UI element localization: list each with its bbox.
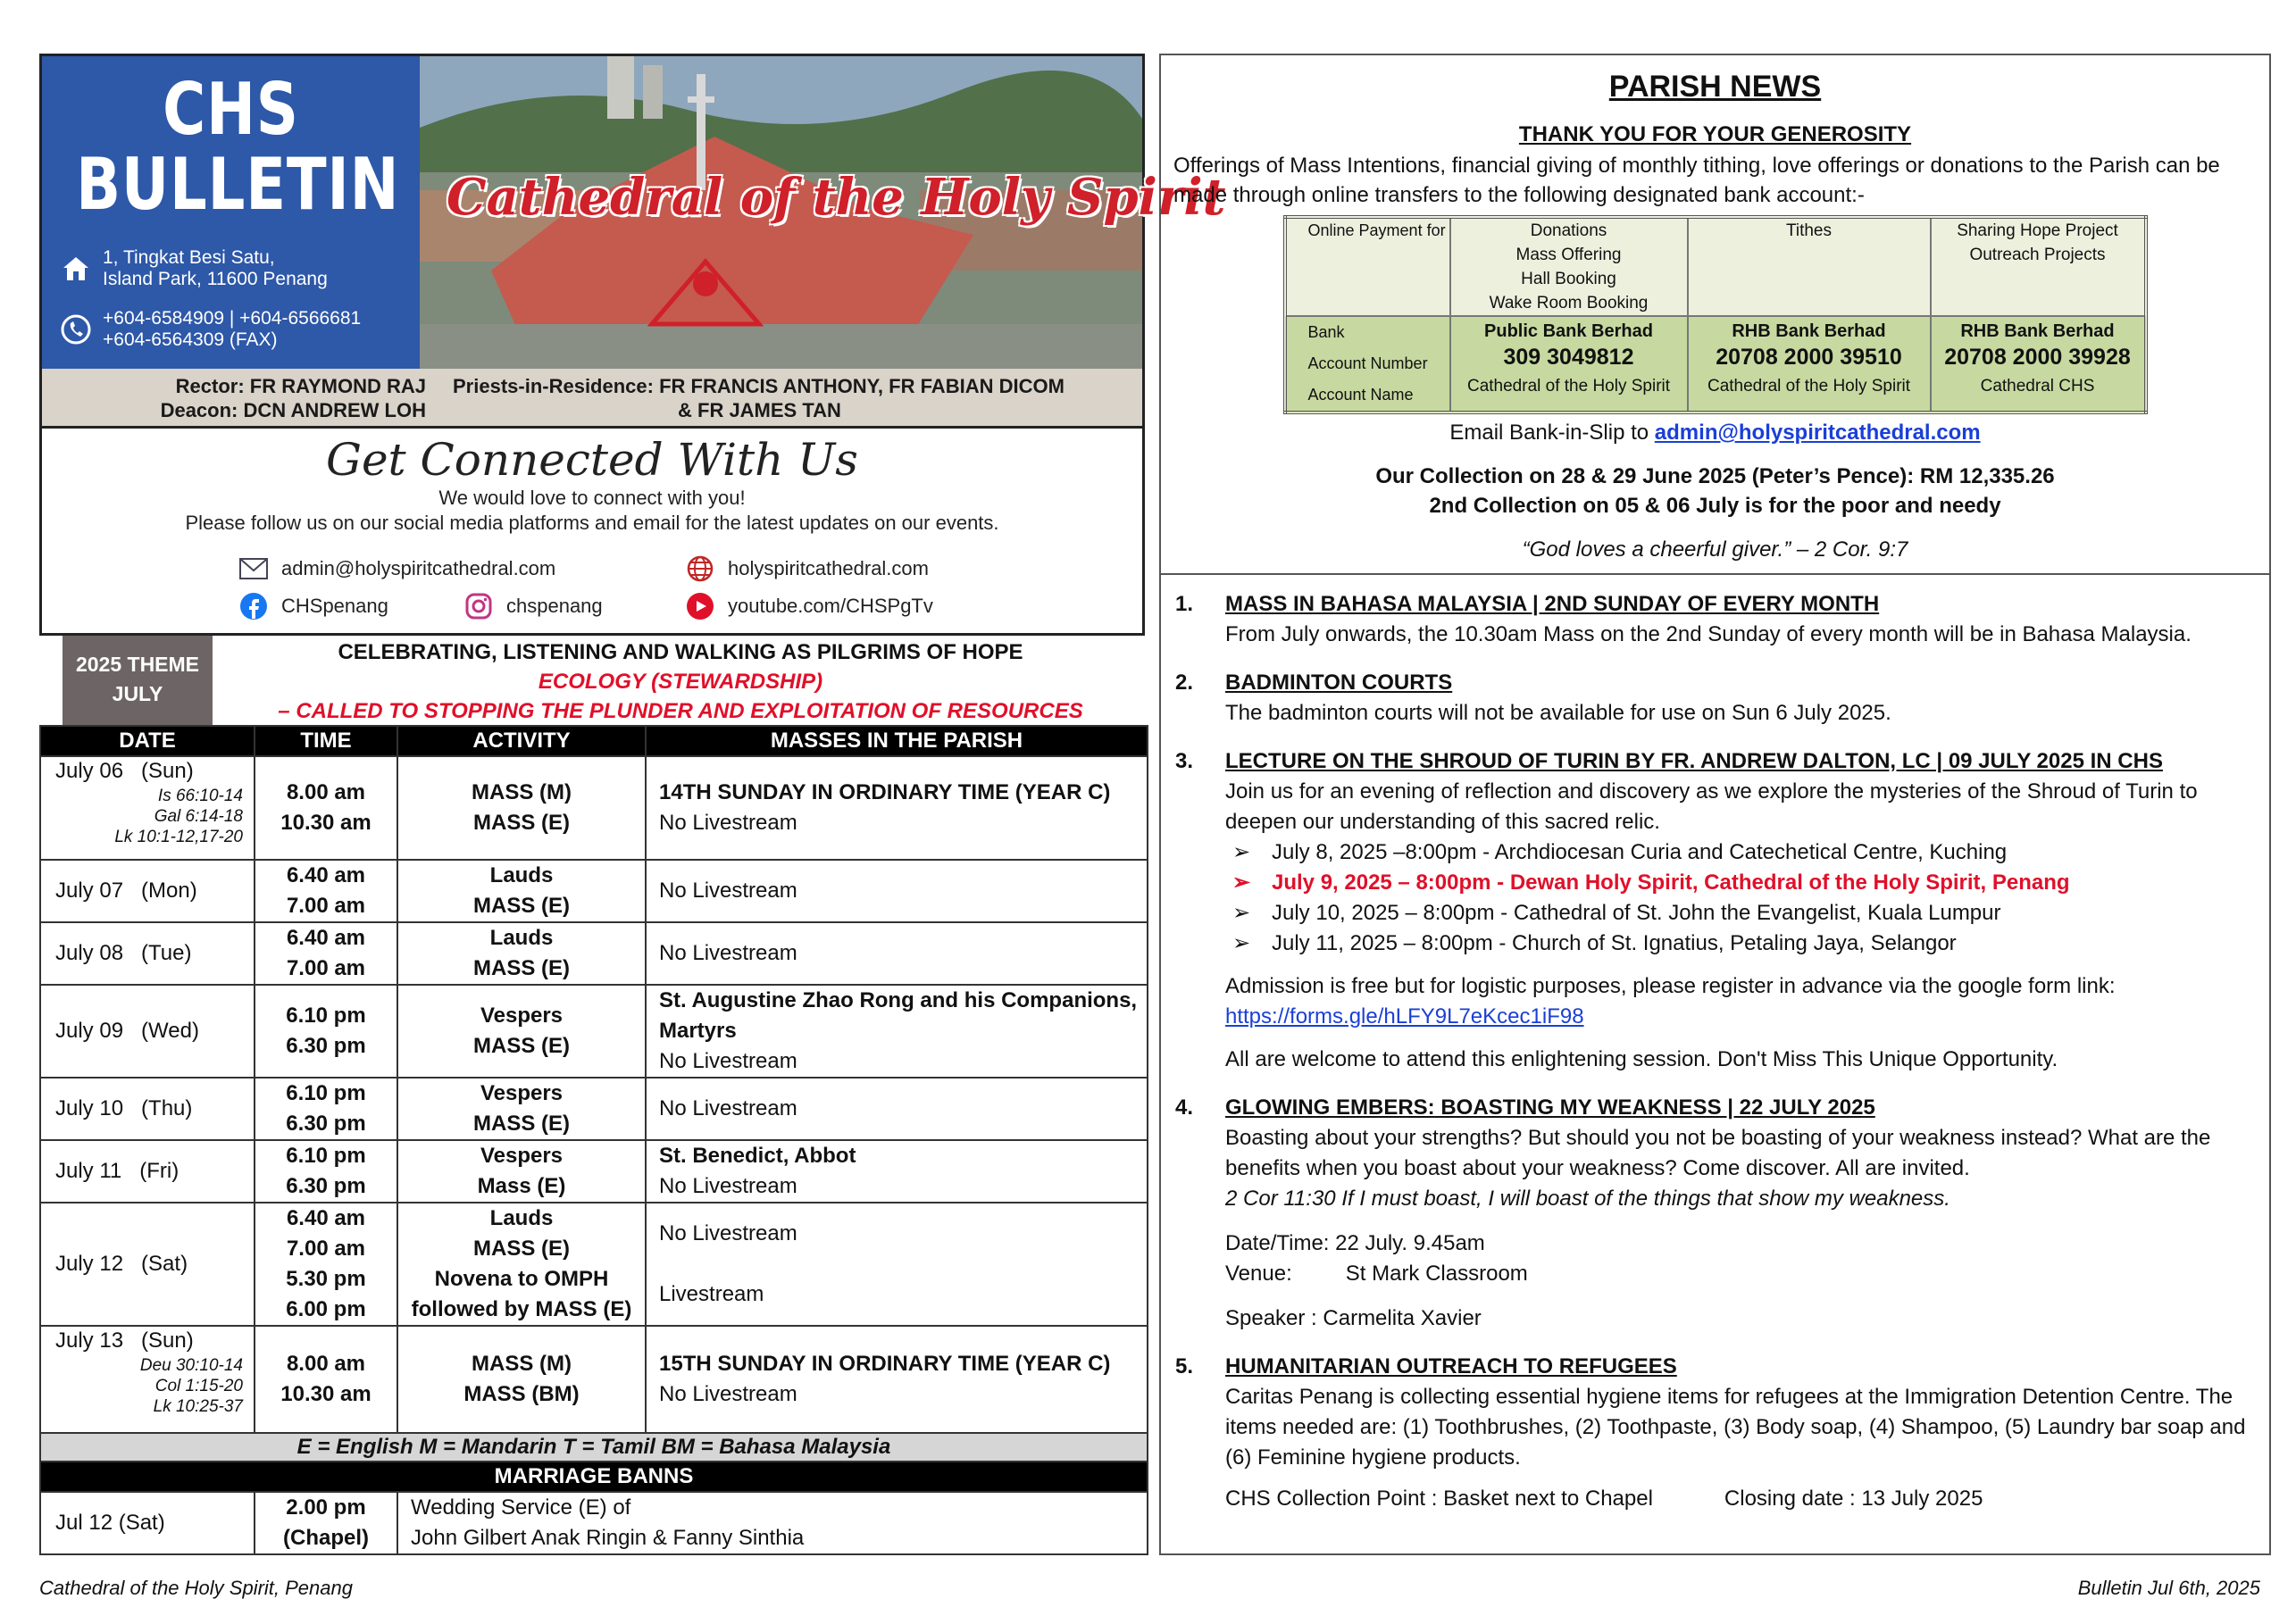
row-time: 6.40 am	[286, 926, 366, 950]
news-item-1	[1161, 589, 2269, 650]
item-heading: BADMINTON COURTS	[1225, 670, 1453, 695]
schedule-row	[40, 860, 1148, 922]
row-activity: MASS (E)	[473, 1034, 570, 1058]
row-time: 6.10 pm	[286, 1004, 366, 1028]
admission-text: Admission is free but for logistic purposes, please register in advance via the google form link:	[1225, 974, 2116, 998]
deacon: Deacon: DCN ANDREW LOH	[160, 399, 426, 421]
row-activity: MASS (BM)	[463, 1382, 580, 1406]
row-activity: MASS (E)	[473, 894, 570, 918]
youtube-text: youtube.com/CHSPgTv	[728, 595, 933, 617]
row-time: 7.00 am	[286, 956, 366, 980]
schedule-row	[40, 1326, 1148, 1433]
footer-right: Bulletin Jul 6th, 2025	[2077, 1577, 2260, 1599]
item-body: Boasting about your strengths? But should you not be boasting of your weakness instead? What are the benefits when you boast about your weakness? Come discover. All are invited.	[1225, 1126, 2211, 1180]
email-text: admin@holyspiritcathedral.com	[281, 557, 556, 579]
row-masses: Livestream	[659, 1282, 764, 1306]
row-activity: MASS (M)	[472, 780, 572, 804]
row-time-cell	[255, 1326, 397, 1433]
bank-purpose: Mass Offering	[1515, 246, 1622, 264]
row-activity: MASS (E)	[473, 1112, 570, 1136]
row-masses-cell	[646, 1326, 1148, 1433]
row-date: July 11 (Fri)	[55, 1159, 180, 1183]
row-masses-cell	[646, 985, 1148, 1078]
email-contact[interactable]	[238, 554, 555, 584]
row-masses-cell	[646, 756, 1148, 860]
row-time-cell	[255, 1203, 397, 1326]
row-time: 6.00 pm	[286, 1297, 366, 1321]
row-time: 5.30 pm	[286, 1267, 366, 1291]
row-time: 6.30 pm	[286, 1112, 366, 1136]
instagram-icon	[463, 591, 494, 621]
scripture-line: 2 Cor 11:30 If I must boast, I will boast of the things that show my weakness.	[1225, 1187, 1950, 1211]
item-body: The badminton courts will not be available for use on Sun 6 July 2025.	[1225, 701, 1891, 725]
reading: Lk 10:1-12,17-20	[114, 828, 243, 846]
item-number: 5.	[1175, 1354, 1194, 1378]
bank-rhb-1: RHB Bank Berhad	[1732, 321, 1886, 341]
marriage-banns-title: MARRIAGE BANNS	[40, 1462, 1148, 1492]
row-time: 10.30 am	[280, 1382, 372, 1406]
row-activity: MASS (M)	[472, 1352, 572, 1376]
globe-icon	[685, 554, 715, 584]
label-bank: Bank	[1307, 323, 1345, 341]
banns-time: 2.00 pm	[286, 1495, 366, 1520]
theme-month: JULY	[112, 682, 163, 705]
home-icon	[60, 253, 92, 285]
theme-line-2: ECOLOGY (STEWARDSHIP)	[538, 670, 823, 694]
row-date-cell	[40, 1326, 255, 1433]
item-heading: MASS IN BAHASA MALAYSIA | 2ND SUNDAY OF EVERY MONTH	[1225, 592, 1880, 616]
address-line-2: Island Park, 11600 Penang	[103, 269, 328, 289]
row-masses: No Livestream	[659, 811, 797, 835]
row-activity: Vespers	[480, 1081, 564, 1105]
thanks-heading: THANK YOU FOR YOUR GENEROSITY	[1518, 122, 1912, 146]
row-time-cell	[255, 1078, 397, 1140]
schedule-row	[40, 756, 1148, 860]
news-item-5	[1161, 1352, 2269, 1514]
row-masses: No Livestream	[659, 1174, 797, 1198]
row-masses: St. Augustine Zhao Rong and his Companions,	[659, 988, 1138, 1012]
instagram-text: chspenang	[506, 595, 603, 617]
row-masses: No Livestream	[659, 1382, 797, 1406]
label-account-number: Account Number	[1307, 354, 1428, 372]
item-body: From July onwards, the 10.30am Mass on the 2nd Sunday of every month will be in Bahasa Malaysia.	[1225, 622, 2192, 646]
phone	[60, 308, 361, 351]
row-time: 7.00 am	[286, 1237, 366, 1261]
row-activity: Novena to OMPH	[434, 1267, 609, 1291]
row-masses-cell	[646, 860, 1148, 922]
bank-purpose: Outreach Projects	[1969, 246, 2106, 264]
row-date-cell	[40, 1140, 255, 1203]
row-time-cell	[255, 1140, 397, 1203]
rector: Rector: FR RAYMOND RAJ	[175, 375, 426, 397]
connect-line-1: We would love to connect with you!	[438, 487, 746, 509]
row-date: July 12 (Sat)	[55, 1252, 188, 1276]
row-activity: Lauds	[489, 863, 554, 887]
row-activity-cell	[397, 1326, 646, 1433]
news-items	[1161, 575, 2269, 1514]
col-header-date: DATE	[40, 726, 255, 756]
account-name-3: Cathedral CHS	[1980, 377, 2095, 396]
lecture-venue-3: ➢ July 10, 2025 – 8:00pm - Cathedral of St. John the Evangelist, Kuala Lumpur	[1225, 898, 2257, 929]
row-masses: No Livestream	[659, 879, 797, 903]
row-date: July 06 (Sun)	[55, 759, 194, 783]
row-activity: Mass (E)	[477, 1174, 566, 1198]
item-heading: LECTURE ON THE SHROUD OF TURIN BY FR. ANDREW DALTON, LC | 09 JULY 2025 IN CHS	[1225, 749, 2163, 773]
row-date: July 09 (Wed)	[55, 1019, 199, 1043]
event-datetime: Date/Time: 22 July. 9.45am	[1225, 1231, 1485, 1255]
banns-line-1: Wedding Service (E) of	[411, 1495, 631, 1520]
phone-line-2: +604-6564309 (FAX)	[103, 329, 278, 350]
row-masses: 14TH SUNDAY IN ORDINARY TIME (YEAR C)	[659, 780, 1111, 804]
facebook-contact[interactable]	[238, 591, 388, 621]
row-time-cell	[255, 756, 397, 860]
row-date-cell	[40, 860, 255, 922]
header-title-block	[42, 56, 420, 369]
address-line-1: 1, Tingkat Besi Satu,	[103, 247, 275, 268]
registration-link[interactable]: https://forms.gle/hLFY9L7eKcec1iF98	[1225, 1004, 1584, 1029]
bulletin-title	[76, 56, 400, 226]
row-activity-cell	[397, 985, 646, 1078]
bulletin-header	[39, 54, 1226, 429]
parish-news-panel	[1159, 54, 2271, 1555]
reading: Gal 6:14-18	[154, 807, 243, 826]
youtube-contact[interactable]	[685, 591, 933, 621]
parish-news-title: PARISH NEWS	[1608, 70, 1822, 104]
purpose-outreach	[1931, 217, 2146, 316]
theme-text	[213, 636, 1148, 725]
row-masses-cell	[646, 1140, 1148, 1203]
row-time: 6.10 pm	[286, 1144, 366, 1168]
cathedral-photo	[420, 56, 1226, 369]
row-time: 8.00 am	[286, 780, 366, 804]
row-masses: Martyrs	[659, 1019, 737, 1043]
reading: Lk 10:25-37	[153, 1397, 243, 1416]
bank-public: Public Bank Berhad	[1484, 321, 1653, 341]
facebook-text: CHSpenang	[281, 595, 388, 617]
phone-icon	[60, 313, 92, 346]
theme-label	[63, 636, 213, 725]
theme-line-3: – CALLED TO STOPPING THE PLUNDER AND EXPLOITATION OF RESOURCES	[278, 699, 1083, 723]
news-item-4	[1161, 1093, 2269, 1334]
row-time: 6.30 pm	[286, 1034, 366, 1058]
cathedral-name-banner: Cathedral of the Holy Spirit	[447, 168, 1226, 227]
schedule-row	[40, 1140, 1148, 1203]
lecture-venue-4: ➢ July 11, 2025 – 8:00pm - Church of St. Ignatius, Petaling Jaya, Selangor	[1225, 929, 2257, 959]
purpose-donations	[1450, 217, 1688, 316]
phone-line-1: +604-6584909 | +604-6566681	[103, 308, 362, 329]
event-venue: Venue: St Mark Classroom	[1225, 1262, 1528, 1286]
schedule-row	[40, 985, 1148, 1078]
collection-total: Our Collection on 28 & 29 June 2025 (Peter’s Pence): RM 12,335.26	[1375, 464, 2055, 488]
schedule-row	[40, 1078, 1148, 1140]
online-payment-label: Online Payment for	[1285, 217, 1450, 316]
row-masses: No Livestream	[659, 1049, 797, 1073]
banns-row	[40, 1492, 1148, 1554]
row-time: 7.00 am	[286, 894, 366, 918]
instagram-contact[interactable]	[463, 591, 603, 621]
connect-line-2: Please follow us on our social media platforms and email for the latest updates on our events.	[185, 512, 999, 534]
schedule-header-row	[40, 726, 1148, 756]
col-header-activity: ACTIVITY	[397, 726, 646, 756]
row-activity: MASS (E)	[473, 1237, 570, 1261]
generosity-section	[1161, 55, 2269, 575]
scripture-quote: “God loves a cheerful giver.” – 2 Cor. 9:7	[1522, 537, 1908, 562]
row-activity: Vespers	[480, 1144, 564, 1168]
item-number: 4.	[1175, 1095, 1194, 1120]
row-time: 6.40 am	[286, 863, 366, 887]
row-time-cell	[255, 922, 397, 985]
connect-title: Get Connected With Us	[326, 434, 858, 486]
row-date-cell	[40, 922, 255, 985]
row-masses-cell	[646, 1203, 1148, 1326]
row-masses-cell	[646, 922, 1148, 985]
footer-left: Cathedral of the Holy Spirit, Penang	[39, 1577, 353, 1599]
account-number-3: 20708 2000 39928	[1944, 345, 2131, 370]
row-activity: MASS (E)	[473, 811, 570, 835]
envelope-icon	[238, 554, 269, 584]
title-line-2: BULLETIN	[76, 143, 400, 226]
bank-account-table	[1283, 215, 2148, 414]
row-time-cell	[255, 985, 397, 1078]
item-number: 3.	[1175, 749, 1194, 773]
row-activity: followed by MASS (E)	[411, 1297, 632, 1321]
row-date: July 10 (Thu)	[55, 1096, 193, 1120]
row-date: July 07 (Mon)	[55, 879, 197, 903]
lecture-venue-2: ➢ July 9, 2025 – 8:00pm - Dewan Holy Spirit, Cathedral of the Holy Spirit, Penang	[1225, 868, 2257, 898]
bank-purpose: Hall Booking	[1521, 270, 1616, 288]
reading: Is 66:10-14	[157, 787, 243, 805]
collection-info	[1225, 1484, 2257, 1514]
row-activity: Vespers	[480, 1004, 564, 1028]
row-date-cell	[40, 756, 255, 860]
row-time: 10.30 am	[280, 811, 372, 835]
purpose-tithes	[1688, 217, 1931, 316]
row-activity: Lauds	[489, 1206, 554, 1230]
reading: Col 1:15-20	[154, 1377, 243, 1395]
account-number-1: 309 3049812	[1503, 345, 1634, 370]
bank-purpose: Wake Room Booking	[1489, 294, 1649, 312]
item-heading: GLOWING EMBERS: BOASTING MY WEAKNESS | 22 JULY 2025	[1225, 1095, 1875, 1120]
second-collection: 2nd Collection on 05 & 06 July is for the poor and needy	[1429, 494, 2001, 518]
row-activity: MASS (E)	[473, 956, 570, 980]
row-activity-cell	[397, 922, 646, 985]
row-date-cell	[40, 1078, 255, 1140]
left-panel	[39, 54, 1226, 1555]
website-text: holyspiritcathedral.com	[728, 557, 929, 579]
news-item-2	[1161, 668, 2269, 729]
collection-point: CHS Collection Point : Basket next to Chapel	[1225, 1487, 1653, 1511]
row-date-cell	[40, 985, 255, 1078]
website-contact[interactable]	[685, 554, 929, 584]
account-name-1: Cathedral of the Holy Spirit	[1466, 377, 1671, 396]
row-time: 8.00 am	[286, 1352, 366, 1376]
welcome-text: All are welcome to attend this enlightening session. Don't Miss This Unique Opportunity.	[1225, 1047, 2058, 1071]
row-masses: St. Benedict, Abbot	[659, 1144, 856, 1168]
reading: Deu 30:10-14	[139, 1356, 243, 1375]
row-date: July 08 (Tue)	[55, 941, 192, 965]
row-masses-cell	[646, 1078, 1148, 1140]
item-body: Caritas Penang is collecting essential hygiene items for refugees at the Immigration Detention Centre. The items needed are: (1) Toothbrushes, (2) Toothpaste, (3) Body soap, (4) Shampoo, (5) Laundry bar soap and (6) Feminine hygiene products.	[1225, 1385, 2246, 1470]
get-connected-section	[39, 429, 1145, 636]
facebook-icon	[238, 591, 269, 621]
col-header-time: TIME	[255, 726, 397, 756]
priests-in-residence-2: & FR JAMES TAN	[678, 399, 841, 421]
bank-purpose: Sharing Hope Project	[1957, 221, 2118, 240]
schedule-row	[40, 922, 1148, 985]
row-activity-cell	[397, 860, 646, 922]
schedule-body	[40, 756, 1148, 1433]
email-slip	[1161, 418, 2269, 447]
row-masses: 15TH SUNDAY IN ORDINARY TIME (YEAR C)	[659, 1352, 1111, 1376]
banns-date: Jul 12 (Sat)	[40, 1492, 255, 1554]
row-masses: No Livestream	[659, 1096, 797, 1120]
row-activity-cell	[397, 756, 646, 860]
theme-line-1: CELEBRATING, LISTENING AND WALKING AS PILGRIMS OF HOPE	[338, 640, 1023, 664]
col-header-masses: MASSES IN THE PARISH	[646, 726, 1148, 756]
event-speaker: Speaker : Carmelita Xavier	[1225, 1306, 1482, 1330]
row-time: 6.10 pm	[286, 1081, 366, 1105]
item-number: 1.	[1175, 592, 1194, 616]
label-account-name: Account Name	[1307, 386, 1414, 404]
theme-banner	[39, 636, 1148, 725]
row-masses: No Livestream	[659, 941, 797, 965]
mass-schedule-table	[39, 725, 1148, 1555]
lecture-venue-1: ➢ July 8, 2025 –8:00pm - Archdiocesan Curia and Catechetical Centre, Kuching	[1225, 837, 2257, 868]
priests-in-residence: Priests-in-Residence: FR FRANCIS ANTHONY, FR FABIAN DICOM	[453, 375, 1065, 397]
account-name-2: Cathedral of the Holy Spirit	[1707, 377, 1911, 396]
news-item-3	[1161, 746, 2269, 1075]
banns-venue: (Chapel)	[283, 1526, 369, 1550]
closing-date: Closing date : 13 July 2025	[1724, 1487, 1983, 1511]
banns-line-2: John Gilbert Anak Ringin & Fanny Sinthia	[411, 1526, 805, 1550]
item-body: Join us for an evening of reflection and discovery as we explore the mysteries of the Shroud of Turin to deepen our understanding of this sacred relic.	[1225, 779, 2198, 834]
row-date-cell	[40, 1203, 255, 1326]
email-slip-label: Email Bank-in-Slip to	[1449, 421, 1649, 445]
theme-year: 2025 THEME	[75, 653, 200, 676]
language-legend: E = English M = Mandarin T = Tamil BM = Bahasa Malaysia	[40, 1433, 1148, 1462]
row-time: 6.30 pm	[286, 1174, 366, 1198]
item-heading: HUMANITARIAN OUTREACH TO REFUGEES	[1225, 1354, 1677, 1378]
row-date: July 13 (Sun)	[55, 1328, 194, 1353]
row-activity-cell	[397, 1078, 646, 1140]
row-masses: No Livestream	[659, 1221, 797, 1245]
bank-rhb-2: RHB Bank Berhad	[1960, 321, 2115, 341]
clergy-strip	[42, 369, 1142, 426]
bank-purpose: Donations	[1530, 221, 1607, 240]
schedule-row	[40, 1203, 1148, 1326]
row-activity-cell	[397, 1140, 646, 1203]
row-activity: Lauds	[489, 926, 554, 950]
row-time-cell	[255, 860, 397, 922]
item-number: 2.	[1175, 670, 1194, 695]
email-slip-link[interactable]: admin@holyspiritcathedral.com	[1654, 421, 1981, 445]
address	[60, 247, 328, 290]
bank-purpose: Tithes	[1785, 221, 1833, 240]
account-number-2: 20708 2000 39510	[1716, 345, 1902, 370]
title-line-1: CHS	[163, 68, 299, 151]
offer-text: Offerings of Mass Intentions, financial giving of monthly tithing, love offerings or donations to the Parish can be made through online transfers to the following designated bank account:-	[1173, 154, 2220, 207]
row-activity-cell	[397, 1203, 646, 1326]
youtube-icon	[685, 591, 715, 621]
row-time: 6.40 am	[286, 1206, 366, 1230]
